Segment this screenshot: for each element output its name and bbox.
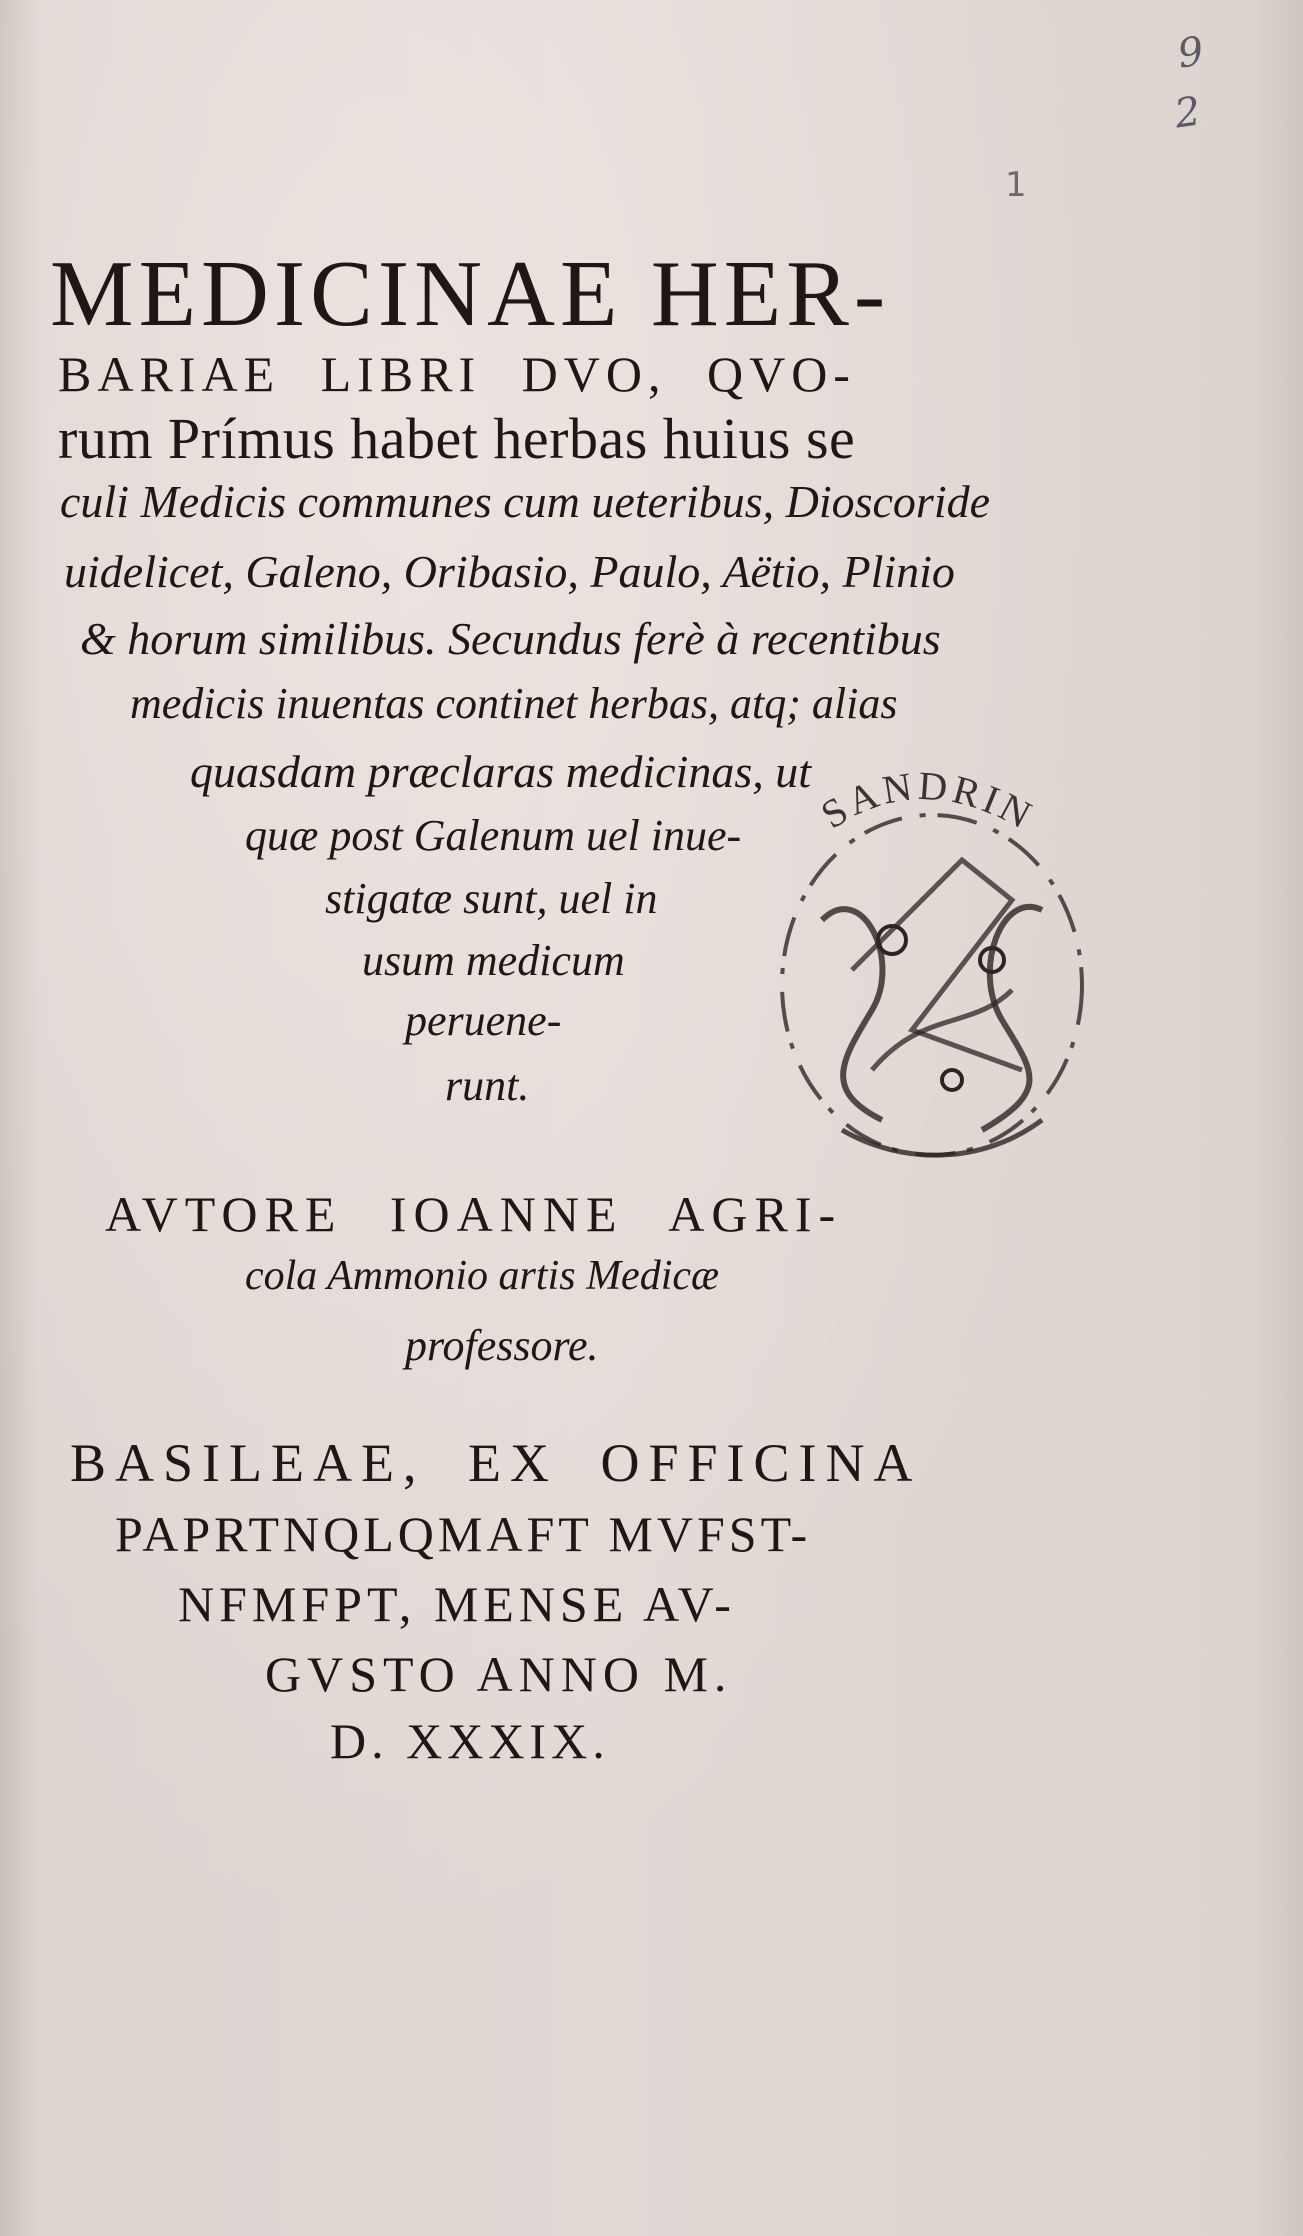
title-line-12: peruene- bbox=[405, 996, 562, 1045]
title-line-13: runt. bbox=[445, 1061, 530, 1110]
title-line-7: medicis inuentas continet herbas, atq; alias bbox=[130, 679, 898, 728]
author-line-3: professore. bbox=[405, 1321, 599, 1370]
title-line-10: stigatæ sunt, uel in bbox=[325, 874, 658, 923]
title-line-4: culi Medicis communes cum ueteribus, Dioscoride bbox=[60, 476, 991, 527]
imprint-line-2: PAPRTNQLQMAFT MVFST- bbox=[115, 1506, 812, 1562]
title-line-9: quæ post Galenum uel inue- bbox=[245, 811, 742, 860]
imprint-line-3: NFMFPT, MENSE AV- bbox=[178, 1576, 736, 1632]
library-stamp bbox=[762, 770, 1102, 1180]
author-line-2: cola Ammonio artis Medicæ bbox=[245, 1253, 720, 1299]
author-line-1: AVTORE IOANNE AGRI- bbox=[105, 1186, 843, 1242]
imprint-line-5: D. XXXIX. bbox=[330, 1713, 610, 1769]
handwritten-note-top: 9 bbox=[1174, 28, 1207, 78]
imprint-line-4: GVSTO ANNO M. bbox=[265, 1646, 733, 1702]
stamp-text: SANDRIN bbox=[813, 770, 1043, 840]
pencil-mark: 1 bbox=[1005, 165, 1027, 205]
imprint-line-1: BASILEAE, EX OFFICINA bbox=[70, 1433, 922, 1493]
title-line-11: usum medicum bbox=[362, 936, 625, 985]
title-line-2: BARIAE LIBRI DVO, QVO- bbox=[58, 346, 856, 402]
title-line-6: & horum similibus. Secundus ferè à recentibus bbox=[80, 613, 941, 664]
title-line-1: MEDICINAE HER- bbox=[50, 242, 891, 346]
handwritten-note-bottom: 2 bbox=[1171, 88, 1204, 138]
title-line-3: rum Prímus habet herbas huius se bbox=[58, 406, 856, 471]
title-line-5: uidelicet, Galeno, Oribasio, Paulo, Aëtio, Plinio bbox=[64, 546, 955, 597]
title-line-8: quasdam præclaras medicinas, ut bbox=[190, 746, 811, 797]
